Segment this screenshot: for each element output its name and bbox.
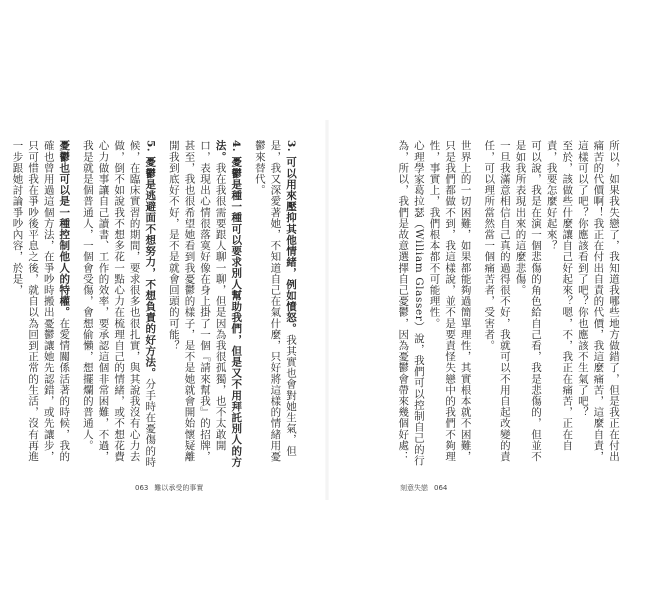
paragraph-5-heading: 5. 憂鬱是逃避面不想努力，不想負責的好方法。 [144, 140, 157, 379]
paragraph-3-heading: 3. 可以用來壓抑其他情緒，例如憤怒。 [285, 140, 297, 335]
paragraph-4 [165, 140, 243, 470]
left-page [0, 0, 327, 609]
paragraph-3 [251, 140, 298, 470]
paragraph-6-body: 在愛情關係活著的時候，我的確也曾用過這個方法，在爭吵時搬出憂鬱讓她先認錯，或先讓步，只可惜我在爭吵後平息之後，就自以為回到正常的生活，沒有再進一步跟她討論爭吵內容，於是， [11, 140, 71, 462]
paragraph-4-heading: 4. 憂鬱是種一種可以要求別人幫助我們，但是又不用拜託別人的方法。 [214, 140, 243, 468]
paragraph-5 [79, 140, 157, 470]
paragraph-5-body: 分手時在憂傷的時候，在臨床實習的期間，要求很多也很扎實，與其說我沒有心力去做，倒不如說我不想多花一點心力在梳理自己的情緒，或不想花費心力做事讓自己讀書、工作的效率，要承認這個非常困難，不過，我是就是個普通人，一個會受傷，會想偷懶，想擺爛的普通人。 [81, 140, 157, 468]
right-paragraph-5: 世界上的一切困難，如果都能夠過簡單理性，其實根本就不困難，只是我們都做不到，我這樣說，並不是要責怪失戀中的我們不夠理性，事實上，我們根本都不可能理性。 [428, 140, 472, 462]
left-page-footer [135, 483, 209, 493]
right-page-number: 064 [434, 484, 448, 492]
right-paragraph-4: 一旦我滿意相信自己真的過得很不好，我就可以不用自起改變的責任，可以理所當然當一個痛苦者，受害者。 [483, 140, 511, 462]
left-running-title: 難以承受的事實 [154, 484, 204, 492]
paragraph-3-body: 我其實也會對她生氣，但是，我又深愛著她，不知道自己在氣什麼，只好將這樣的情緒用憂鬱來替代。 [253, 140, 297, 462]
right-paragraph-6: 心理學家葛拉瑟（William Glasser）說，我們可以控制自己的行為，所以，我們是故意選擇自己憂鬱，因為憂鬱會帶來幾個好處： [397, 140, 425, 466]
right-paragraph-2: 至於，該做些什麼讓自己好起來？嗯，不，我正在痛苦，正在自責，我要怎麼好起來？ [545, 140, 574, 451]
right-paragraph-3: 可以說，我是在演一個悲傷的角色給自己看，我是悲傷的，但並不是如我所表現出來的這麼悲傷。 [514, 140, 543, 462]
left-page-number: 063 [135, 484, 149, 492]
right-paragraph-1: 所以，如果我失戀了，我知道我哪些地方做錯了，但是我正在付出痛苦的代價啊！我正在付出自責的代價，我這麼痛苦，這麼自責，這樣可以了吧？你應該看到了吧？你也應該不生氣了吧？ [576, 140, 620, 462]
right-page-footer [400, 483, 453, 493]
right-page [328, 0, 655, 609]
right-running-title: 刻意失戀 [400, 484, 428, 492]
paragraph-4-body: 我在我很需要跟人聊一聊，但是因為我很孤獨，也不太敢開口，表現出心情很落寞好像在身上掛了一個『請來幫我』的招牌，甚至，我也很希望她看到我憂鬱的樣子，是不是她就會開始懷疑離開我到底好不好，是不是就會回頭的可能？ [167, 140, 227, 462]
paragraph-6 [9, 140, 71, 470]
right-page-text [343, 140, 621, 470]
paragraph-6-heading: 憂鬱也可以是一種控制他人的特權。 [58, 140, 71, 318]
left-page-text [11, 140, 298, 470]
